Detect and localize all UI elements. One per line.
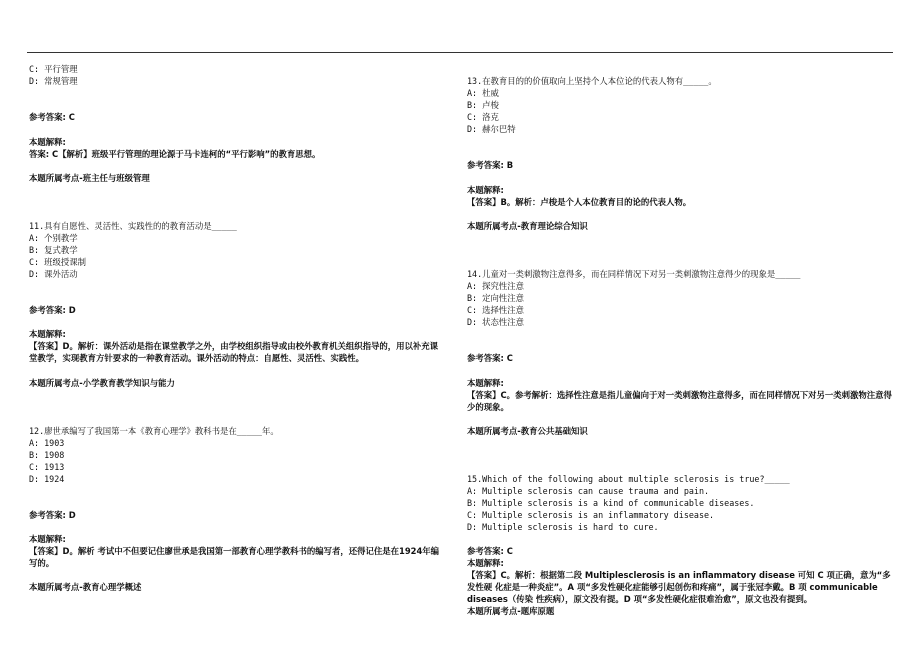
q10-answer: 参考答案: C <box>29 112 75 122</box>
header-rule <box>27 52 893 53</box>
q14-explanation: 【答案】C。参考解析：选择性注意是指儿童偏向于对一类刺激物注意得多，而在同样情况下对另一类刺激物注意得少的现象。 <box>467 390 892 412</box>
q14-option-a: A: 探究性注意 <box>467 281 525 291</box>
q15-answer: 参考答案: C <box>467 546 513 556</box>
q13-answer: 参考答案: B <box>467 160 514 170</box>
q13-option-b: B: 卢梭 <box>467 100 499 110</box>
q10-explain-label: 本题解释: <box>29 137 66 147</box>
q12-option-a: A: 1903 <box>29 438 65 448</box>
q11-stem: 11.具有自愿性、灵活性、实践性的的教育活动是_____ <box>29 221 237 231</box>
q14-explain-label: 本题解释: <box>467 378 504 388</box>
q15-stem: 15.Which of the following about multiple sclerosis is true?_____ <box>467 474 790 484</box>
q14-answer: 参考答案: C <box>467 353 513 363</box>
q13-topic: 本题所属考点-教育理论综合知识 <box>467 221 588 231</box>
q12-stem: 12.廖世承编写了我国第一本《教育心理学》教科书是在_____年。 <box>29 426 279 436</box>
q12-answer: 参考答案: D <box>29 510 76 520</box>
q12-option-d: D: 1924 <box>29 474 65 484</box>
q11-option-c: C: 班级授课制 <box>29 257 87 267</box>
q11-answer: 参考答案: D <box>29 305 76 315</box>
q12-explanation: 【答案】D。解析 考试中不但要记住廖世承是我国第一部教育心理学教科书的编写者，还得记住是在1924年编写的。 <box>29 546 440 568</box>
q11-option-a: A: 个别教学 <box>29 233 78 243</box>
q12-explain-label: 本题解释: <box>29 534 66 544</box>
q10-option-d: D: 常规管理 <box>29 76 78 86</box>
q11-explanation: 【答案】D。解析：课外活动是指在课堂教学之外，由学校组织指导或由校外教育机关组织指导的，用以补充课堂教学，实现教育方针要求的一种教育活动。课外活动的特点：自愿性、灵活性、实践性。 <box>29 341 438 363</box>
q11-explain-label: 本题解释: <box>29 329 66 339</box>
q12-option-c: C: 1913 <box>29 462 65 472</box>
q15-option-a: A: Multiple sclerosis can cause trauma and pain. <box>467 486 710 496</box>
q10-option-c: C: 平行管理 <box>29 64 78 74</box>
q13-explanation: 【答案】B。解析：卢梭是个人本位教育目的论的代表人物。 <box>467 197 692 207</box>
q10-explanation: 答案: C【解析】班级平行管理的理论源于马卡连柯的“平行影响”的教育思想。 <box>29 149 321 159</box>
q15-explanation: 【答案】C。解析：根据第二段 Multiplesclerosis is an inflammatory disease 可知 C 项正确，意为“多发性硬 化症是一种炎症”。A 项“多发性硬化症能够引起创伤和疼痛”，属于张冠李戴。B 项 communicable diseases（传染 性疾病），原文没有提。D 项“多发性硬化症很难治愈”，原文也没有提到。 <box>467 570 891 604</box>
q12-topic: 本题所属考点-教育心理学概述 <box>29 582 142 592</box>
q12-option-b: B: 1908 <box>29 450 65 460</box>
q14-topic: 本题所属考点-教育公共基础知识 <box>467 426 588 436</box>
q14-option-d: D: 状态性注意 <box>467 317 525 327</box>
q15-option-d: D: Multiple sclerosis is hard to cure. <box>467 522 659 532</box>
q13-option-d: D: 赫尔巴特 <box>467 124 516 134</box>
q14-option-c: C: 选择性注意 <box>467 305 525 315</box>
q11-option-d: D: 课外活动 <box>29 269 78 279</box>
q15-option-c: C: Multiple sclerosis is an inflammatory disease. <box>467 510 715 520</box>
q15-topic: 本题所属考点-题库原题 <box>467 606 555 616</box>
q10-topic: 本题所属考点-班主任与班级管理 <box>29 173 150 183</box>
q15-option-b: B: Multiple sclerosis is a kind of communicable diseases. <box>467 498 755 508</box>
q14-option-b: B: 定向性注意 <box>467 293 525 303</box>
q11-topic: 本题所属考点-小学教育教学知识与能力 <box>29 378 175 388</box>
q13-option-c: C: 洛克 <box>467 112 499 122</box>
q13-stem: 13.在教育目的的价值取向上坚持个人本位论的代表人物有_____。 <box>467 76 717 86</box>
q11-option-b: B: 复式教学 <box>29 245 78 255</box>
q13-explain-label: 本题解释: <box>467 185 504 195</box>
q15-explain-label: 本题解释: <box>467 558 504 568</box>
q14-stem: 14.儿童对一类刺激物注意得多，而在同样情况下对另一类刺激物注意得少的现象是_____ <box>467 269 801 279</box>
q13-option-a: A: 杜威 <box>467 88 499 98</box>
